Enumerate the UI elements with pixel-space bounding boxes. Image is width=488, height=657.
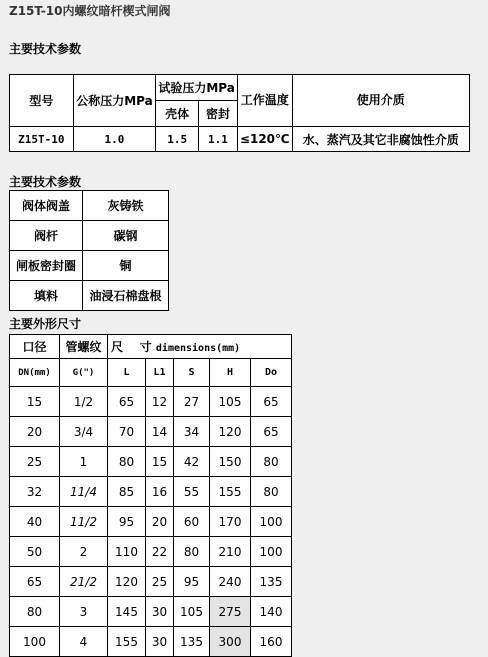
cell-l: 65 [108, 387, 146, 417]
cell-dn: 40 [10, 507, 60, 537]
cell-g: 11/4 [60, 477, 108, 507]
cell-s: 34 [174, 417, 210, 447]
cell-l: 80 [108, 447, 146, 477]
part-cell: 阀体阀盖 [10, 191, 83, 221]
cell-s: 95 [174, 567, 210, 597]
table-row [10, 387, 292, 417]
col-s-header: S [174, 359, 210, 387]
cell-g: 11/2 [60, 507, 108, 537]
cell-l: 85 [108, 477, 146, 507]
material-row [10, 191, 169, 221]
col-dimensions-header [108, 335, 292, 359]
cell-s: 42 [174, 447, 210, 477]
dimension-heading: 主要外形尺寸 [9, 317, 82, 331]
table-row [10, 417, 292, 447]
col-pressure-header: 公称压力MPa [73, 75, 156, 127]
material-cell: 碳钢 [83, 221, 169, 251]
cell-l: 70 [108, 417, 146, 447]
material-cell: 铜 [83, 251, 169, 281]
cell-do: 160 [251, 627, 292, 657]
cell-h: 120 [210, 417, 251, 447]
material-heading: 主要技术参数 [9, 175, 82, 189]
material-row [10, 221, 169, 251]
table-row [10, 537, 292, 567]
cell-dn: 100 [10, 627, 60, 657]
cell-l: 120 [108, 567, 146, 597]
cell-dn: 20 [10, 417, 60, 447]
part-cell: 填料 [10, 281, 83, 311]
col-do-header: Do [251, 359, 292, 387]
col-h-header: H [210, 359, 251, 387]
cell-l1: 16 [146, 477, 174, 507]
col-test-header: 试验压力MPa [156, 75, 238, 101]
col-medium-label: 使用介质 [356, 93, 405, 107]
material-cell: 油浸石棉盘根 [83, 281, 169, 311]
cell-h: 240 [210, 567, 251, 597]
cell-do: 80 [251, 477, 292, 507]
cell-do: 140 [251, 597, 292, 627]
col-thread-subheader: G(") [60, 359, 108, 387]
part-cell: 闸板密封圈 [10, 251, 83, 281]
cell-h: 275 [210, 597, 251, 627]
cell-g: 3/4 [60, 417, 108, 447]
table-row [10, 567, 292, 597]
cell-do: 100 [251, 507, 292, 537]
col-medium-header [292, 75, 469, 127]
col-thread-header: 管螺纹 [60, 335, 108, 359]
col-dn-subheader: DN(mm) [10, 359, 60, 387]
material-cell: 灰铸铁 [83, 191, 169, 221]
shell-cell: 1.5 [156, 127, 199, 152]
dimensions-cn-label: 尺 寸 [111, 340, 152, 354]
cell-h: 170 [210, 507, 251, 537]
cell-l1: 25 [146, 567, 174, 597]
medium-cell: 水、蒸汽及其它非腐蚀性介质 [292, 127, 469, 152]
cell-g: 3 [60, 597, 108, 627]
cell-do: 135 [251, 567, 292, 597]
cell-s: 60 [174, 507, 210, 537]
material-row [10, 281, 169, 311]
cell-h: 105 [210, 387, 251, 417]
cell-dn: 50 [10, 537, 60, 567]
cell-g: 1 [60, 447, 108, 477]
seal-cell: 1.1 [199, 127, 238, 152]
cell-s: 135 [174, 627, 210, 657]
cell-dn: 80 [10, 597, 60, 627]
model-cell: Z15T-10 [10, 127, 74, 152]
col-temp-header [237, 75, 292, 127]
cell-do: 65 [251, 417, 292, 447]
cell-dn: 15 [10, 387, 60, 417]
cell-s: 105 [174, 597, 210, 627]
col-model-header: 型号 [10, 75, 74, 127]
cell-g: 21/2 [60, 567, 108, 597]
temp-cell: ≤120℃ [237, 127, 292, 152]
page-title: Z15T-10内螺纹暗杆楔式闸阀 [9, 4, 171, 18]
cell-l1: 22 [146, 537, 174, 567]
material-row [10, 251, 169, 281]
cell-do: 100 [251, 537, 292, 567]
cell-h: 150 [210, 447, 251, 477]
cell-l: 95 [108, 507, 146, 537]
table-row [10, 597, 292, 627]
table-row [10, 627, 292, 657]
cell-dn: 25 [10, 447, 60, 477]
col-l-header: L [108, 359, 146, 387]
dimension-table [9, 334, 292, 657]
col-temp-label: 工作温度 [240, 93, 289, 107]
col-l1-header: L1 [146, 359, 174, 387]
table-row [10, 447, 292, 477]
cell-l1: 20 [146, 507, 174, 537]
dimension-rows [10, 387, 292, 657]
cell-dn: 32 [10, 477, 60, 507]
cell-g: 1/2 [60, 387, 108, 417]
cell-h: 300 [210, 627, 251, 657]
spec-table [9, 74, 470, 152]
spec-heading: 主要技术参数 [9, 42, 82, 56]
cell-s: 80 [174, 537, 210, 567]
cell-l1: 30 [146, 597, 174, 627]
cell-l1: 30 [146, 627, 174, 657]
cell-h: 210 [210, 537, 251, 567]
table-row [10, 477, 292, 507]
cell-l: 110 [108, 537, 146, 567]
col-shell-header: 壳体 [156, 101, 199, 127]
cell-l1: 12 [146, 387, 174, 417]
dimensions-en-label: dimensions(mm) [155, 343, 241, 354]
col-dn-header: 口径 [10, 335, 60, 359]
cell-l1: 14 [146, 417, 174, 447]
cell-l1: 15 [146, 447, 174, 477]
cell-g: 2 [60, 537, 108, 567]
table-row [10, 507, 292, 537]
cell-s: 55 [174, 477, 210, 507]
col-seal-header: 密封 [199, 101, 238, 127]
cell-do: 65 [251, 387, 292, 417]
material-table [9, 190, 169, 311]
cell-do: 80 [251, 447, 292, 477]
cell-l: 155 [108, 627, 146, 657]
cell-g: 4 [60, 627, 108, 657]
cell-dn: 65 [10, 567, 60, 597]
cell-l: 145 [108, 597, 146, 627]
cell-s: 27 [174, 387, 210, 417]
cell-h: 155 [210, 477, 251, 507]
part-cell: 阀杆 [10, 221, 83, 251]
pressure-cell: 1.0 [73, 127, 156, 152]
